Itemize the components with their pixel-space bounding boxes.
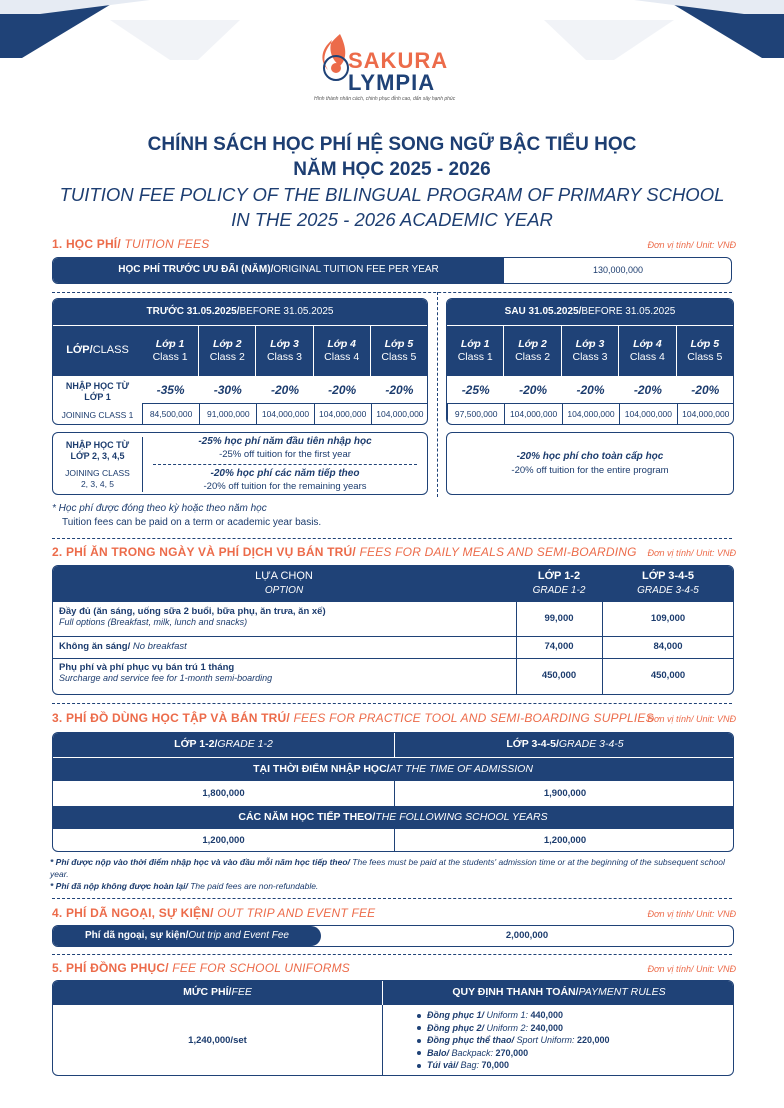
after-class-3: Lớp 3 Class 3: [562, 326, 618, 376]
meals-row3-g12: 450,000: [541, 670, 577, 682]
after-class-1: Lớp 1 Class 1: [447, 326, 503, 376]
title-vn-line2: NĂM HỌC 2025 - 2026: [293, 159, 491, 180]
bullet-icon: [417, 1064, 421, 1068]
before-note1: -25% học phí năm đầu tiên nhập học: [198, 435, 372, 447]
after-fee-3: 104,000,000: [562, 403, 619, 425]
unit-note: Đơn vị tính/ Unit: VNĐ: [647, 909, 736, 919]
divider: [437, 292, 438, 497]
before-fee-2: 91,000,000: [199, 403, 256, 425]
meals-row1-g345: 109,000: [650, 613, 686, 625]
divider: [53, 658, 733, 659]
meals-row1-g12: 99,000: [544, 613, 574, 625]
meals-table: [52, 565, 734, 695]
uniform-item: Đồng phục 2/ Uniform 2: 240,000: [417, 1022, 610, 1035]
before-discount-1: -35%: [156, 382, 185, 397]
original-fee-value: 130,000,000: [592, 264, 644, 275]
before-fee-3: 104,000,000: [256, 403, 313, 425]
supplies-h-g12: LỚP 1-2/ GRADE 1-2: [53, 733, 394, 757]
bullet-icon: [417, 1026, 421, 1030]
before-discount-5: -20%: [385, 382, 414, 397]
after-fee-2: 104,000,000: [504, 403, 561, 425]
before-class-2: Lớp 2 Class 2: [199, 326, 255, 376]
unit-note: Đơn vị tính/ Unit: VNĐ: [647, 964, 736, 974]
join2-label: NHẬP HỌC TỪ LỚP 2, 3, 4,5: [65, 439, 130, 461]
join1-label-en: JOINING CLASS 1: [61, 409, 134, 420]
meals-row1-en: Full options (Breakfast, milk, lunch and snacks): [59, 617, 248, 627]
before-class-3: Lớp 3 Class 3: [256, 326, 312, 376]
uniform-item: Đồng phục thể thao/ Sport Uniform: 220,000: [417, 1034, 610, 1047]
before-header: TRƯỚC 31.05.2025/ BEFORE 31.05.2025: [53, 299, 427, 325]
meals-row3-en: Surcharge and service fee for 1-month semi-boarding: [59, 673, 273, 683]
section1-heading: 1. HỌC PHÍ/ TUITION FEES: [52, 237, 210, 251]
uniform-item: Túi vải/ Bag: 70,000: [417, 1059, 610, 1072]
before-discount-3: -20%: [270, 382, 299, 397]
unit-note: Đơn vị tính/ Unit: VNĐ: [647, 714, 736, 724]
unit-note: Đơn vị tính/ Unit: VNĐ: [647, 548, 736, 558]
supplies-adm-g345: 1,900,000: [543, 787, 587, 799]
before-class-5: Lớp 5 Class 5: [371, 326, 427, 376]
after-header: SAU 31.05.2025/ BEFORE 31.05.2025: [447, 299, 733, 325]
trip-fee-value: 2,000,000: [505, 930, 549, 942]
before-discount-4: -20%: [328, 382, 357, 397]
uniform-item: Balo/ Backpack: 270,000: [417, 1047, 610, 1060]
logo-bottom-text: LYMPIA: [348, 70, 436, 95]
divider: [52, 954, 732, 955]
supplies-fol-g12: 1,200,000: [202, 835, 245, 847]
uniform-h-fee: MỨC PHÍ/ FEE: [53, 981, 382, 1005]
section2-heading: 2. PHÍ ĂN TRONG NGÀY VÀ PHÍ DỊCH VỤ BÁN TRÚ/ FEES FOR DAILY MEALS AND SEMI-BOARDING: [52, 545, 637, 559]
meals-h-option: LỰA CHỌN: [255, 569, 313, 582]
meals-row3-vn: Phụ phí và phí phục vụ bán trú 1 tháng: [59, 662, 235, 673]
bullet-icon: [417, 1014, 421, 1018]
after-discount-1: -25%: [461, 382, 490, 397]
title-en-line2: IN THE 2025 - 2026 ACADEMIC YEAR: [231, 209, 553, 230]
after-fee-4: 104,000,000: [619, 403, 676, 425]
join1-label: NHẬP HỌC TỪ LỚP 1: [65, 380, 130, 402]
after-class-2: Lớp 2 Class 2: [504, 326, 560, 376]
after-class-5: Lớp 5 Class 5: [677, 326, 733, 376]
logo-tagline: Hình thành nhân cách, chinh phục đỉnh cao, dấn sây hạnh phúc: [314, 96, 456, 102]
section5-heading: 5. PHÍ ĐỒNG PHỤC/ FEE FOR SCHOOL UNIFORMS: [52, 961, 351, 975]
uniform-table: [52, 980, 734, 1076]
before-fee-1: 84,500,000: [142, 403, 199, 425]
before-join2-box: [52, 432, 428, 495]
divider: [394, 781, 395, 806]
title-en-line1: TUITION FEE POLICY OF THE BILINGUAL PROGRAM OF PRIMARY SCHOOL: [59, 184, 725, 205]
uniform-h-rule: QUY ĐỊNH THANH TOÁN/ PAYMENT RULES: [383, 981, 734, 1005]
before-note2: -20% học phí các năm tiếp theo: [210, 467, 360, 479]
before-fee-4: 104,000,000: [314, 403, 371, 425]
tuition-footnote-en: Tuition fees can be paid on a term or academic year basis.: [62, 517, 322, 528]
unit-note: Đơn vị tính/ Unit: VNĐ: [647, 240, 736, 250]
divider: [394, 829, 395, 852]
meals-h-g12: LỚP 1-2: [537, 569, 581, 582]
tuition-footnote: * Học phí được đóng theo kỳ hoặc theo năm học: [52, 503, 267, 514]
uniform-fee: 1,240,000/set: [188, 1035, 247, 1047]
before-class-1: Lớp 1 Class 1: [142, 326, 198, 376]
before-fee-5: 104,000,000: [371, 403, 428, 425]
uniform-list: [417, 1009, 610, 1072]
before-discount-2: -30%: [213, 382, 242, 397]
class-head: LỚP/ CLASS: [53, 326, 142, 376]
after-fee-1: 97,500,000: [447, 403, 504, 425]
original-fee-label: HỌC PHÍ TRƯỚC ƯU ĐÃI (NĂM)/ ORIGINAL TUITION FEE PER YEAR: [53, 258, 504, 283]
after-note: -20% học phí cho toàn cấp học: [516, 450, 664, 462]
title-vn-line1: CHÍNH SÁCH HỌC PHÍ HỆ SONG NGỮ BẬC TIỂU HỌC: [147, 134, 637, 155]
divider: [52, 703, 732, 704]
after-discount-5: -20%: [691, 382, 720, 397]
meals-h-option-en: OPTION: [264, 584, 304, 596]
before-class-4: Lớp 4 Class 4: [314, 326, 370, 376]
uniform-item: Đồng phục 1/ Uniform 1: 440,000: [417, 1009, 610, 1022]
supplies-h-g345: LỚP 3-4-5/ GRADE 3-4-5: [395, 733, 734, 757]
meals-row2-g12: 74,000: [544, 641, 574, 653]
trip-fee-row: [52, 925, 734, 947]
section3-heading: 3. PHÍ ĐỒ DÙNG HỌC TẬP VÀ BÁN TRÚ/ FEES FOR PRACTICE TOOL AND SEMI-BOARDING SUPPLIES: [52, 711, 654, 725]
divider: [52, 898, 732, 899]
supplies-following-head: CÁC NĂM HỌC TIẾP THEO/ THE FOLLOWING SCHOOL YEARS: [53, 806, 733, 829]
divider: [52, 292, 732, 293]
after-note-en: -20% off tuition for the entire program: [511, 465, 669, 477]
bullet-icon: [417, 1051, 421, 1055]
after-fee-5: 104,000,000: [677, 403, 734, 425]
supplies-adm-g12: 1,800,000: [202, 787, 245, 799]
original-fee-row: [52, 257, 732, 284]
meals-row-1: [59, 606, 513, 627]
divider: [382, 1005, 383, 1076]
after-join2-box: [446, 432, 734, 495]
logo: [314, 28, 474, 108]
supplies-fol-g345: 1,200,000: [543, 835, 587, 847]
meals-h-g12-en: GRADE 1-2: [532, 584, 586, 596]
before-note2-en: -20% off tuition for the remaining years: [203, 481, 367, 493]
meals-row-3: [59, 662, 513, 683]
before-table: [52, 298, 428, 425]
after-discount-4: -20%: [633, 382, 662, 397]
supplies-note1: * Phí được nộp vào thời điểm nhập học và vào đầu mỗi năm học tiếp theo/ The fees must be paid at the students' admission time or at the beginning of the subsequent school year.: [50, 857, 725, 879]
meals-row1-vn: Đầy đủ (ăn sáng, uống sữa 2 buổi, bữa phụ, ăn trưa, ăn xế): [59, 606, 326, 617]
after-discount-3: -20%: [576, 382, 605, 397]
logo-top-text: SAKURA: [348, 48, 449, 73]
divider: [52, 538, 732, 539]
supplies-admission-head: TẠI THỜI ĐIỂM NHẬP HỌC/ AT THE TIME OF ADMISSION: [53, 758, 733, 781]
after-table: [446, 298, 734, 425]
after-class-4: Lớp 4 Class 4: [619, 326, 675, 376]
meals-row2-g345: 84,000: [653, 641, 683, 653]
meals-row3-g345: 450,000: [650, 670, 686, 682]
trip-fee-label: Phí dã ngoại, sự kiện/ Out trip and Event Fee: [53, 926, 321, 946]
meals-row-2: Không ăn sáng/ No breakfast: [59, 641, 187, 652]
join2-label-en: JOINING CLASS 2, 3, 4, 5: [65, 468, 130, 489]
supplies-note2: * Phí đã nộp không được hoàn lại/ The paid fees are non-refundable.: [50, 881, 319, 891]
before-note1-en: -25% off tuition for the first year: [219, 449, 351, 461]
divider: [153, 464, 417, 465]
after-discount-2: -20%: [519, 382, 548, 397]
bullet-icon: [417, 1039, 421, 1043]
section4-heading: 4. PHÍ DÃ NGOẠI, SỰ KIỆN/ OUT TRIP AND EVENT FEE: [52, 906, 376, 920]
meals-h-g345: LỚP 3-4-5: [642, 569, 694, 582]
meals-h-g345-en: GRADE 3-4-5: [637, 584, 699, 596]
supplies-table: [52, 732, 734, 852]
